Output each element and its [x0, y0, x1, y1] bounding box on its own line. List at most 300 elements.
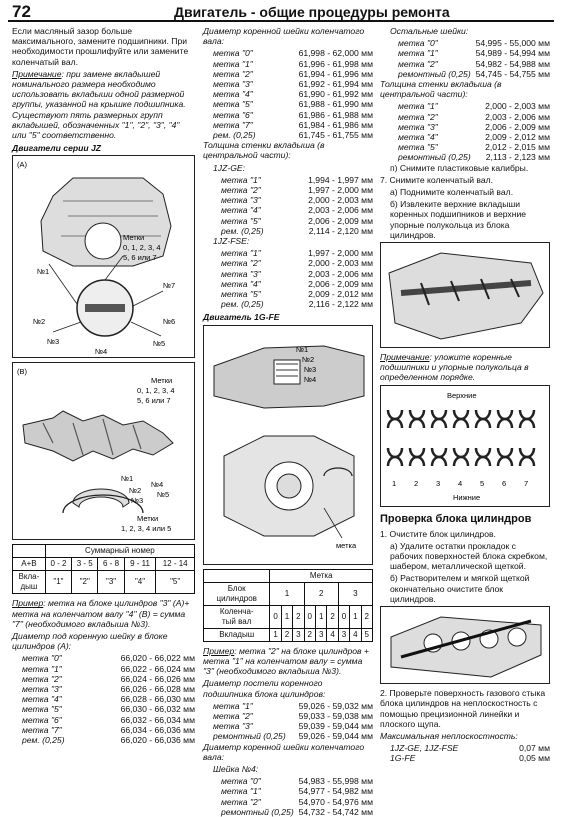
fig-a-num-5: №5	[153, 339, 166, 349]
spec-value: 2,000 - 2,003 мм	[308, 258, 373, 269]
ge-row-shaft-label: Коленча- тый вал	[204, 605, 270, 628]
step-1a: а) Удалите остатки прокладок с рабочих поверхностей блока скребком, шабером, металлической щеткой.	[390, 540, 548, 572]
fig-b-num-4: №4	[151, 480, 164, 490]
sum-row2-cell: "1"	[45, 571, 71, 594]
figure-flatness	[380, 606, 550, 684]
spec-label: метка "2"	[213, 710, 253, 721]
spec-row	[380, 112, 550, 122]
note-text: : при замене вкладышей номинального размера необходимо использовать вкладыши одной размерной группы, указанной на крышке подшипника. Существуют пять размерных групп вкладышей, обозначенных "1", "2", "3", "4" или "5" соответственно.	[12, 68, 186, 141]
flatness-drawing	[381, 607, 549, 683]
spec-value: 59,033 - 59,038 мм	[298, 710, 373, 721]
sum-row2-cell: "2"	[72, 571, 98, 594]
shaft-title: Диаметр коренной шейки коленчатого вала:	[203, 26, 365, 47]
fig-b-bottom-1: Метки	[137, 514, 159, 524]
ge-row-block-label: Блок цилиндров	[204, 582, 270, 605]
spec-label: метка "4"	[221, 205, 261, 216]
spec-row	[203, 289, 373, 299]
shaft-list	[203, 48, 373, 140]
bearing-number: 7	[524, 478, 529, 488]
spec-row	[203, 299, 373, 309]
fig-a-marks-2: 0, 1, 2, 3, 4	[123, 243, 161, 253]
upper-bearing-shell	[454, 410, 468, 419]
ge-drawing	[204, 326, 372, 564]
spec-value: 54,983 - 55,998 мм	[298, 776, 373, 787]
ge-block-cell: 1	[270, 582, 304, 605]
others-list	[380, 38, 550, 79]
spec-value: 66,034 - 66,036 мм	[120, 724, 195, 735]
spec-value: 66,020 - 66,022 мм	[120, 653, 195, 664]
bearing-shell	[388, 419, 402, 428]
ge-num-3: №3	[304, 364, 317, 374]
bearing-shell	[410, 457, 424, 466]
ge-shell-cell: 3	[338, 628, 349, 641]
spec-label: метка "1"	[22, 663, 62, 674]
ge-shell-cell: 4	[350, 628, 361, 641]
spec-value: 54,989 - 54,994 мм	[475, 48, 550, 59]
sum-table-corner	[13, 545, 46, 558]
diam-title: Диаметр под коренную шейку в блоке цилиндров (А):	[12, 631, 168, 652]
spec-value: 61,992 - 61,994 мм	[298, 79, 373, 90]
spec-label: 1JZ-GE, 1JZ-FSE	[390, 743, 459, 754]
sum-row1-cell: 9 - 11	[124, 558, 156, 571]
fig-a-label: (A)	[17, 160, 27, 170]
spec-label: метка "6"	[22, 714, 62, 725]
spec-label: метка "1"	[221, 248, 261, 259]
fig-a-num-6: №6	[163, 317, 176, 327]
spec-value: 61,998 - 62,000 мм	[298, 48, 373, 59]
spec-value: 2,003 - 2,006 мм	[485, 111, 550, 122]
jzge-list	[203, 175, 373, 236]
fig-a-num-7: №7	[163, 281, 176, 291]
figure-bearings	[380, 385, 550, 507]
upper-bearing-shell	[520, 410, 534, 419]
spec-row	[380, 69, 550, 79]
spec-row	[203, 731, 373, 741]
spec-value: 2,006 - 2,009 мм	[308, 215, 373, 226]
fig-b-marks-1: Метки	[151, 376, 173, 386]
others-label: Остальные шейки:	[390, 26, 469, 36]
spec-value: 2,113 - 2,123 мм	[485, 152, 550, 163]
spec-label: ремонтный (0,25)	[398, 68, 471, 79]
spec-value: 54,970 - 54,976 мм	[298, 796, 373, 807]
note-label: Примечание	[12, 68, 62, 79]
ge-num-1: №1	[296, 344, 309, 354]
thick3-title: Толщина стенки вкладыша (в центральной части):	[380, 79, 502, 100]
ge-num-2: №2	[302, 354, 315, 364]
fig-b-num-5: №5	[157, 490, 170, 500]
note3-paragraph	[380, 352, 550, 383]
ge-shell-cell: 1	[270, 628, 281, 641]
ge-shell-cell: 2	[281, 628, 292, 641]
step-7b: б) Извлеките верхние вкладыши коренных подшипников и верхние упорные полукольца из блока цилиндров.	[390, 199, 527, 240]
example-paragraph	[12, 598, 195, 629]
fig-a-num-1: №1	[37, 267, 50, 277]
spec-row	[12, 694, 195, 704]
spec-row	[203, 48, 373, 58]
lower-bearing-shell	[388, 448, 402, 457]
crank-lift-drawing	[381, 243, 549, 347]
spec-row	[203, 269, 373, 279]
ge-num-4: №4	[304, 374, 317, 384]
spec-label: метка "0"	[22, 653, 62, 664]
ge-block-cell: 2	[304, 582, 338, 605]
bearing-shell	[520, 457, 534, 466]
bearing-shell	[498, 419, 512, 428]
spec-value: 66,020 - 66,036 мм	[120, 735, 195, 746]
bearings-drawing	[381, 386, 549, 506]
spec-row	[203, 248, 373, 258]
thick3-list	[380, 101, 550, 162]
bearing-number: 2	[414, 478, 419, 488]
spec-row	[203, 79, 373, 89]
spec-row	[203, 195, 373, 205]
ge-table-corner	[204, 569, 270, 582]
spec-label: метка "7"	[213, 119, 253, 130]
spec-value: 1,994 - 1,997 мм	[308, 174, 373, 185]
sum-row1-cell: 3 - 5	[72, 558, 98, 571]
spec-value: 66,026 - 66,028 мм	[120, 684, 195, 695]
spec-row	[203, 205, 373, 215]
spec-row	[203, 185, 373, 195]
spec-value: 2,116 - 2,122 мм	[308, 299, 373, 310]
bearing-number: 5	[480, 478, 485, 488]
spec-label: метка "4"	[213, 89, 253, 100]
spec-row	[12, 674, 195, 684]
spec-label: метка "6"	[213, 109, 253, 120]
example-label: Пример	[12, 598, 44, 609]
spec-value: 2,006 - 2,009 мм	[485, 121, 550, 132]
ge-heading: Двигатель 1G-FE	[203, 312, 280, 323]
max-list	[380, 743, 550, 763]
sum-row1-label: A+B	[13, 558, 46, 571]
ge-shell-cell: 4	[327, 628, 338, 641]
spec-value: 1,997 - 2,000 мм	[308, 185, 373, 196]
upper-bearing-shell	[410, 410, 424, 419]
ge-shaft-cell: 1	[315, 605, 326, 628]
spec-value: 2,006 - 2,009 мм	[308, 278, 373, 289]
sum-table-header: Суммарный номер	[45, 545, 194, 558]
spec-value: 2,000 - 2,003 мм	[308, 195, 373, 206]
spec-row	[203, 216, 373, 226]
spec-label: метка "2"	[398, 111, 438, 122]
bed-title: Диаметр постели коренного подшипника блока цилиндров:	[203, 678, 326, 699]
lower-bearing-shell	[520, 448, 534, 457]
lower-bearing-shell	[454, 448, 468, 457]
spec-row	[203, 701, 373, 711]
column-left	[12, 26, 195, 745]
spec-value: 2,012 - 2,015 мм	[485, 142, 550, 153]
spec-label: метка "0"	[221, 776, 261, 787]
sum-row2-cell: "5"	[156, 571, 195, 594]
ge-example	[203, 646, 373, 677]
sum-row2-cell: "3"	[98, 571, 124, 594]
spec-row	[203, 786, 373, 796]
spec-row	[380, 743, 550, 753]
spec-label: метка "1"	[221, 786, 261, 797]
ge-block-cell: 3	[338, 582, 372, 605]
spec-row	[12, 664, 195, 674]
bearing-shell	[520, 419, 534, 428]
spec-label: метка "2"	[221, 185, 261, 196]
ge-shaft-cell: 2	[293, 605, 304, 628]
figure-jz-crank	[12, 362, 195, 540]
spec-label: метка "4"	[221, 278, 261, 289]
sum-row2-cell: "4"	[124, 571, 156, 594]
block-drawing	[13, 156, 194, 357]
ge-row-shell-label: Вкладыш	[204, 628, 270, 641]
spec-label: метка "2"	[221, 796, 261, 807]
bearing-shell	[454, 419, 468, 428]
spec-row	[203, 110, 373, 120]
sum-row1-cell: 6 - 8	[98, 558, 124, 571]
spec-label: метка "0"	[213, 48, 253, 59]
spec-value: 66,022 - 66,024 мм	[120, 663, 195, 674]
step-2: 2. Проверьте поверхность газового стыка блока цилиндров на неплоскостность с помощью прецизионной линейки и плоского щупа.	[380, 688, 546, 729]
n4-label: Шейка №4:	[213, 763, 259, 774]
spec-label: метка "5"	[213, 99, 253, 110]
spec-label: метка "1"	[213, 58, 253, 69]
ge-shell-cell: 5	[361, 628, 372, 641]
ge-shaft-cell: 0	[304, 605, 315, 628]
bearing-number: 6	[502, 478, 507, 488]
column-middle	[203, 26, 373, 817]
sum-row1-cell: 0 - 2	[45, 558, 71, 571]
note-paragraph	[12, 69, 195, 140]
spec-label: рем. (0,25)	[221, 225, 264, 236]
fig-a-num-2: №2	[33, 317, 46, 327]
spec-value: 2,003 - 2,006 мм	[308, 205, 373, 216]
lower-bearing-shell	[498, 448, 512, 457]
spec-label: метка "5"	[398, 142, 438, 153]
n4-list	[203, 776, 373, 817]
spec-row	[12, 704, 195, 714]
thick-title: Толщина стенки вкладыша (в центральной части):	[203, 140, 325, 161]
spec-row	[203, 130, 373, 140]
step-1: 1. Очистите блок цилиндров.	[380, 528, 496, 539]
spec-row	[380, 38, 550, 48]
spec-row	[380, 132, 550, 142]
spec-label: ремонтный (0,25)	[213, 731, 286, 742]
step-1b: б) Растворителем и мягкой щеткой окончательно очистите блок цилиндров.	[390, 573, 530, 604]
figure-jz-block	[12, 155, 195, 358]
spec-row	[380, 753, 550, 763]
spec-value: 54,995 - 55,000 мм	[475, 38, 550, 49]
spec-value: 61,745 - 61,755 мм	[298, 130, 373, 141]
ge-table-header: Метка	[270, 569, 373, 582]
spec-row	[203, 120, 373, 130]
spec-value: 54,977 - 54,982 мм	[298, 786, 373, 797]
spec-label: метка "7"	[22, 724, 62, 735]
spec-label: метка "2"	[221, 258, 261, 269]
spec-row	[203, 59, 373, 69]
fig-b-num-1: №1	[121, 474, 134, 484]
fig-a-marks-3: 5, 6 или 7	[123, 253, 157, 263]
spec-row	[203, 258, 373, 268]
spec-value: 1,997 - 2,000 мм	[308, 248, 373, 259]
spec-row	[380, 142, 550, 152]
spec-row	[203, 721, 373, 731]
sum-row2-label: Вкла- дыш	[13, 571, 46, 594]
spec-label: метка "3"	[22, 684, 62, 695]
bearings-lower-label: Нижние	[453, 492, 481, 502]
bearing-shell	[388, 457, 402, 466]
fig-b-bottom-2: 1, 2, 3, 4 или 5	[121, 524, 172, 534]
fig-a-num-4: №4	[95, 347, 108, 357]
spec-label: метка "5"	[221, 289, 261, 300]
spec-label: ремонтный (0,25)	[221, 806, 294, 817]
spec-value: 66,024 - 66,026 мм	[120, 673, 195, 684]
max-label: Максимальная неплоскостность:	[380, 730, 518, 741]
bed-list	[203, 701, 373, 742]
bearing-number: 4	[458, 478, 463, 488]
spec-value: 2,000 - 2,003 мм	[485, 101, 550, 112]
figure-crank-lift	[380, 242, 550, 348]
spec-label: ремонтный (0,25)	[398, 152, 471, 163]
spec-label: метка "1"	[398, 101, 438, 112]
spec-value: 0,05 мм	[519, 753, 550, 764]
ge-shell-cell: 3	[315, 628, 326, 641]
spec-row	[203, 69, 373, 79]
spec-row	[203, 711, 373, 721]
fig-b-marks-3: 5, 6 или 7	[137, 396, 171, 406]
spec-label: метка "4"	[398, 132, 438, 143]
spec-row	[12, 684, 195, 694]
spec-value: 61,984 - 61,986 мм	[298, 119, 373, 130]
upper-bearing-shell	[498, 410, 512, 419]
fig-b-label: (B)	[17, 367, 27, 377]
spec-value: 54,982 - 54,988 мм	[475, 58, 550, 69]
spec-row	[380, 101, 550, 111]
ge-mark-label: метка	[336, 540, 357, 550]
step-7a: а) Поднимите коленчатый вал.	[390, 187, 514, 198]
spec-value: 59,039 - 59,044 мм	[298, 721, 373, 732]
spec-value: 54,732 - 54,742 мм	[298, 806, 373, 817]
spec-label: метка "3"	[213, 79, 253, 90]
spec-row	[203, 99, 373, 109]
jz-heading: Двигатели серии JZ	[12, 143, 102, 154]
spec-label: метка "3"	[221, 195, 261, 206]
paragraph-clearance: Если масляный зазор больше максимального, замените подшипники. При необходимости прошлифуйте или замените коленчатый вал.	[12, 26, 189, 67]
spec-value: 66,028 - 66,030 мм	[120, 694, 195, 705]
spec-row	[380, 59, 550, 69]
bearing-shell	[476, 457, 490, 466]
spec-value: 54,745 - 54,755 мм	[475, 68, 550, 79]
spec-label: метка "1"	[221, 174, 261, 185]
bearing-number: 1	[392, 478, 397, 488]
spec-value: 0,07 мм	[519, 743, 550, 754]
ge-shaft-cell: 1	[350, 605, 361, 628]
fig-b-num-2: №2	[129, 486, 142, 496]
ge-shaft-cell: 0	[270, 605, 281, 628]
spec-row	[203, 776, 373, 786]
spec-label: метка "0"	[398, 38, 438, 49]
spec-label: метка "5"	[22, 704, 62, 715]
fig-a-num-3: №3	[47, 337, 60, 347]
spec-row	[12, 735, 195, 745]
ge-shaft-cell: 2	[361, 605, 372, 628]
spec-value: 2,114 - 2,120 мм	[308, 225, 373, 236]
figure-1gfe	[203, 325, 373, 565]
bearing-number: 3	[436, 478, 441, 488]
block-heading: Проверка блока цилиндров	[380, 512, 532, 525]
spec-label: метка "2"	[398, 58, 438, 69]
spec-label: рем. (0,25)	[22, 735, 65, 746]
crank-drawing	[13, 363, 194, 539]
spec-value: 2,009 - 2,012 мм	[308, 289, 373, 300]
ge-table	[203, 569, 373, 642]
bearings-upper-label: Верхние	[447, 390, 477, 400]
spec-row	[12, 725, 195, 735]
spec-row	[203, 175, 373, 185]
fig-b-num-3: №3	[131, 496, 144, 506]
sum-row1-cell: 12 - 14	[156, 558, 195, 571]
lower-bearing-shell	[432, 448, 446, 457]
spec-row	[203, 797, 373, 807]
column-right	[380, 26, 550, 764]
spec-label: метка "3"	[398, 121, 438, 132]
spec-label: метка "2"	[22, 673, 62, 684]
spec-value: 61,988 - 61,990 мм	[298, 99, 373, 110]
upper-bearing-shell	[388, 410, 402, 419]
fig-a-marks-1: Метки	[123, 233, 145, 243]
spec-value: 59,026 - 59,044 мм	[298, 731, 373, 742]
spec-label: рем. (0,25)	[221, 299, 264, 310]
spec-label: метка "4"	[22, 694, 62, 705]
ge-shaft-cell: 2	[327, 605, 338, 628]
note3-text: : уложите коренные подшипники и упорные полукольца в определенном порядке.	[380, 352, 529, 383]
spec-row	[203, 279, 373, 289]
ge-shell-cell: 3	[293, 628, 304, 641]
spec-label: 1G-FE	[390, 753, 416, 764]
spec-row	[380, 152, 550, 162]
upper-bearing-shell	[476, 410, 490, 419]
note3-label: Примечание	[380, 352, 430, 363]
spec-row	[380, 48, 550, 58]
spec-row	[380, 122, 550, 132]
spec-row	[12, 653, 195, 663]
spec-label: метка "1"	[213, 700, 253, 711]
ge-shaft-cell: 1	[281, 605, 292, 628]
sum-table	[12, 544, 195, 594]
lower-bearing-shell	[476, 448, 490, 457]
bearing-shell	[432, 457, 446, 466]
ge-example-text: : метка "2" на блоке цилиндров + метка "1" на коленчатом валу = сумма "3" (необходимого вкладыша №3).	[203, 645, 369, 677]
bearing-shell	[454, 457, 468, 466]
spec-row	[203, 226, 373, 236]
spec-label: метка "2"	[213, 68, 253, 79]
spec-value: 66,030 - 66,032 мм	[120, 704, 195, 715]
bearing-shell	[476, 419, 490, 428]
spec-value: 2,009 - 2,012 мм	[485, 132, 550, 143]
bearing-shell	[498, 457, 512, 466]
page-header	[8, 2, 554, 22]
bearing-shell	[410, 419, 424, 428]
spec-value: 61,996 - 61,998 мм	[298, 58, 373, 69]
ge-shell-cell: 2	[304, 628, 315, 641]
ge-shaft-cell: 0	[338, 605, 349, 628]
journal-title: Диаметр коренной шейки коленчатого вала:	[203, 741, 365, 762]
jzge-label: 1JZ-GE:	[213, 162, 245, 173]
spec-label: метка "1"	[398, 48, 438, 59]
step-7: 7. Снимите коленчатый вал.	[380, 174, 494, 185]
jzfse-list	[203, 248, 373, 309]
spec-label: метка "3"	[213, 721, 253, 732]
spec-value: 61,990 - 61,992 мм	[298, 89, 373, 100]
spec-row	[203, 807, 373, 817]
page-number: 72	[12, 2, 31, 21]
spec-value: 59,026 - 59,032 мм	[298, 700, 373, 711]
spec-label: рем. (0,25)	[213, 130, 256, 141]
